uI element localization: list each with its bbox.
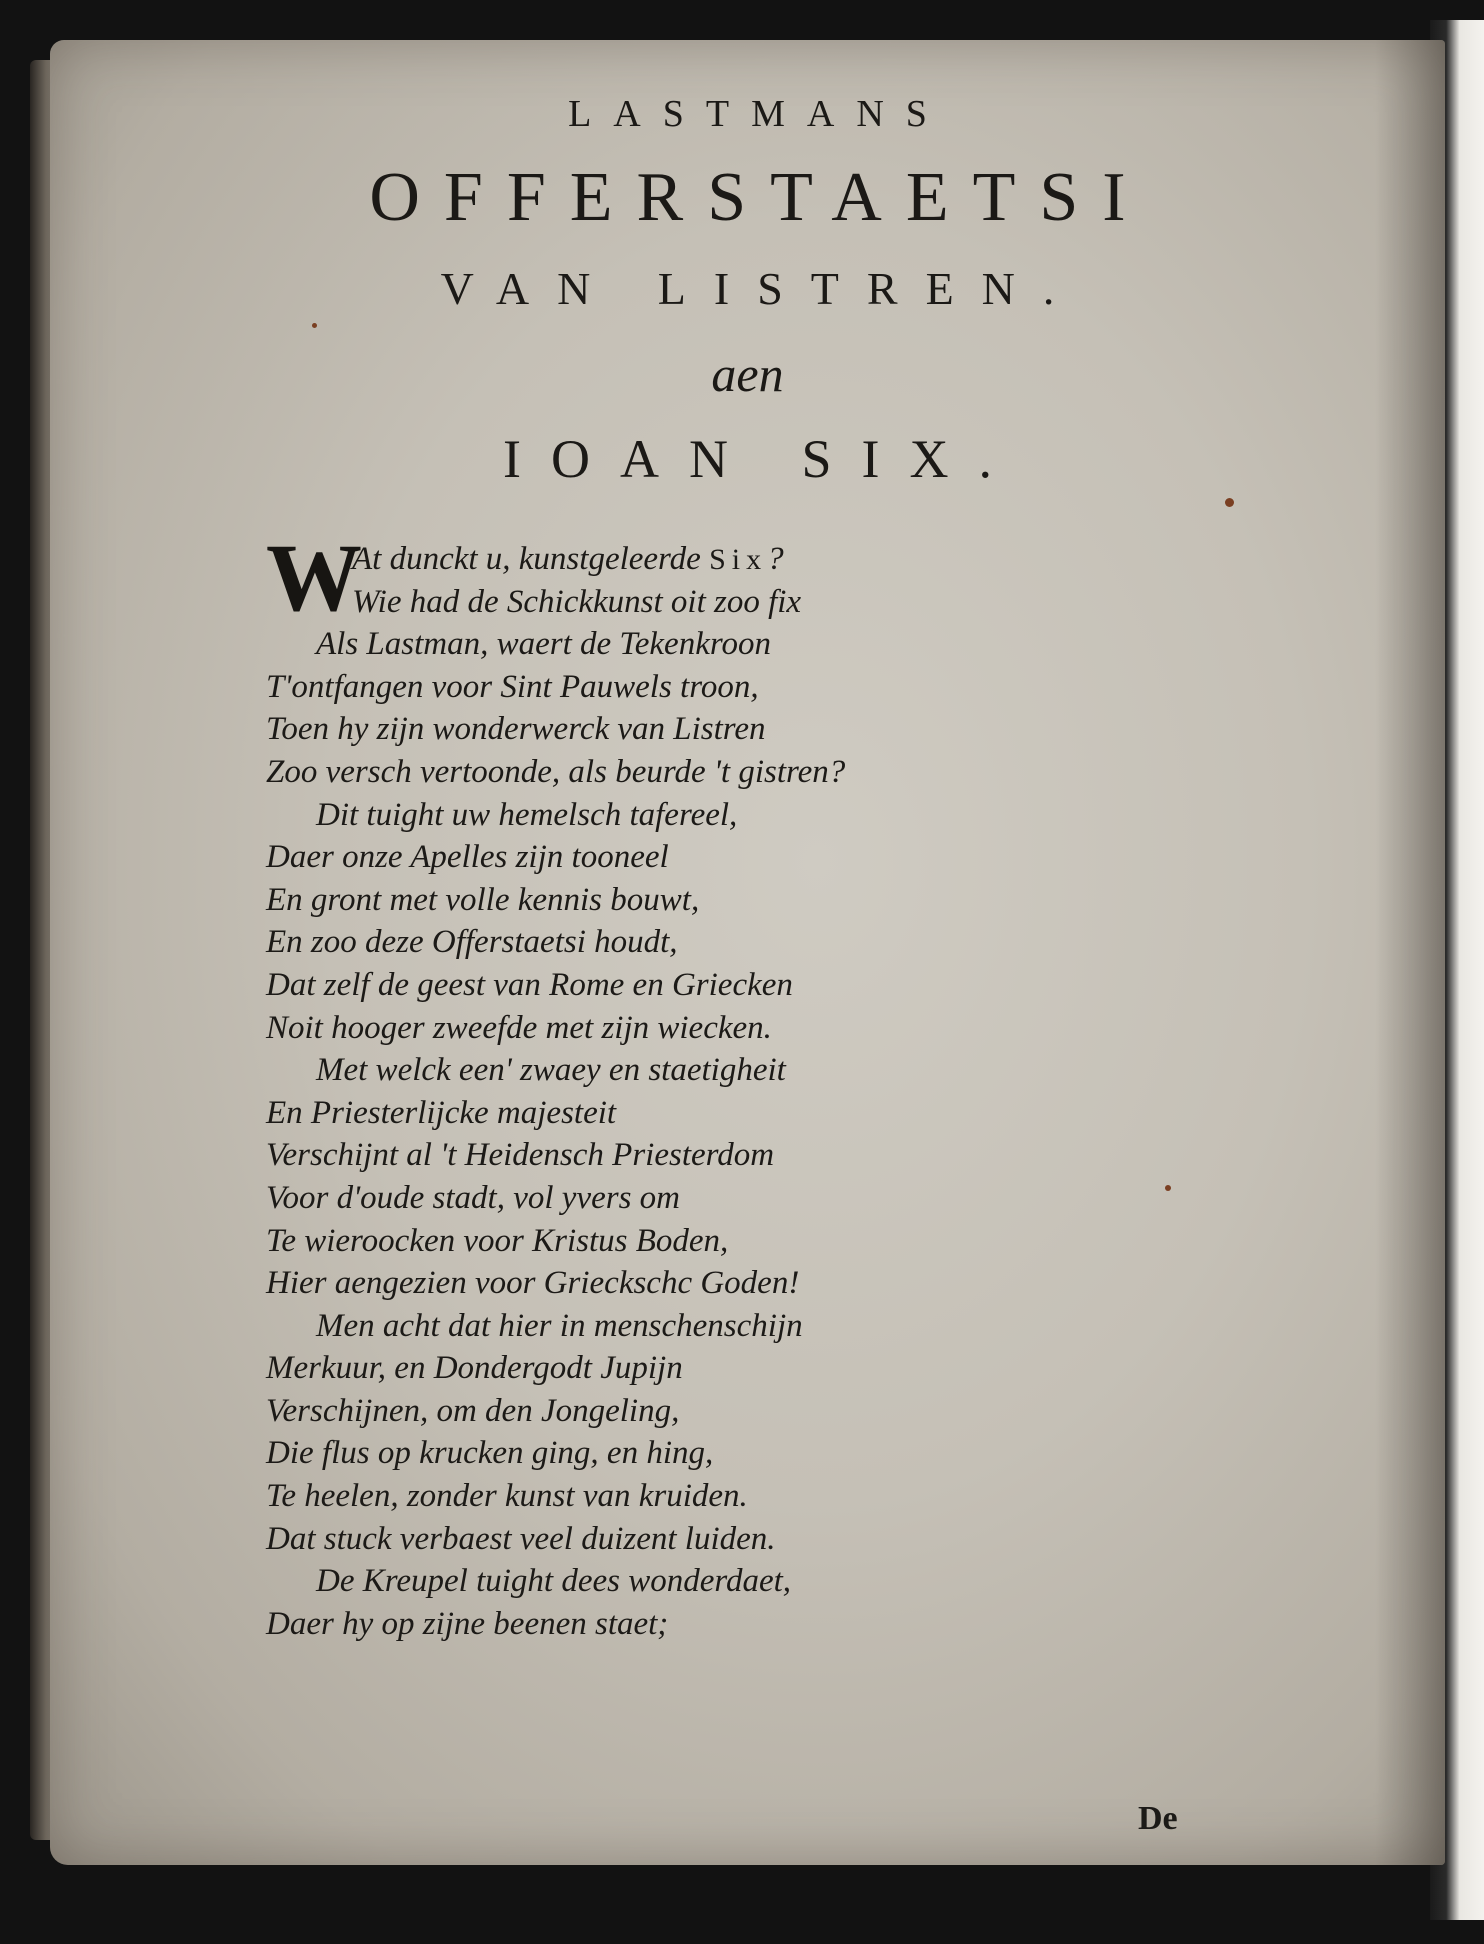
poem-line: Verschijnen, om den Jongeling, xyxy=(266,1392,680,1429)
poem-line: Men acht dat hier in menschenschijn xyxy=(316,1307,803,1344)
foxing-spot xyxy=(312,323,317,328)
title-main: OFFERSTAETSI xyxy=(369,159,1150,236)
poem-line: Noit hooger zweefde met zijn wiecken. xyxy=(266,1009,772,1046)
poem-line: Dat stuck verbaest veel duizent luiden. xyxy=(266,1520,776,1557)
poem-line: Hier aengezien voor Grieckschc Goden! xyxy=(266,1265,800,1302)
poem-line: Die flus op krucken ging, en hing, xyxy=(266,1435,714,1472)
poem-line: Toen hy zijn wonderwerck van Listren xyxy=(266,711,766,748)
poem-line: Dit tuight uw hemelsch tafereel, xyxy=(316,796,738,833)
poem-body xyxy=(266,538,1166,1645)
poem-line: Merkuur, en Dondergodt Jupijn xyxy=(266,1350,683,1387)
title-dedicatee: IOAN SIX. xyxy=(503,429,1022,489)
poem-line: Zoo versch vertoonde, als beurde 't gistren? xyxy=(266,753,846,790)
poem-line: Met welck een' zwaey en staetigheit xyxy=(316,1052,786,1089)
poem-line: Dat zelf de geest van Rome en Griecken xyxy=(266,966,793,1003)
poem-line: T'ontfangen voor Sint Pauwels troon, xyxy=(266,668,759,705)
poem-line: Verschijnt al 't Heidensch Priesterdom xyxy=(266,1137,775,1174)
poem-line xyxy=(266,538,1166,581)
poem-line-punct: ? xyxy=(767,541,784,577)
poem-line: De Kreupel tuight dees wonderdaet, xyxy=(316,1563,792,1600)
foxing-spot xyxy=(1225,498,1234,507)
poem-line: Als Lastman, waert de Tekenkroon xyxy=(316,626,771,663)
poem-line: Voor d'oude stadt, vol yvers om xyxy=(266,1179,680,1216)
poem-line: Te heelen, zonder kunst van kruiden. xyxy=(266,1478,748,1515)
poem-line: Daer hy op zijne beenen staet; xyxy=(266,1605,669,1642)
poem-line: Wie had de Schickkunst oit zoo fix xyxy=(352,583,802,620)
title-place: VAN LISTREN. xyxy=(440,263,1083,314)
title-dedication-word: aen xyxy=(711,346,784,402)
poem-line: Te wieroocken voor Kristus Boden, xyxy=(266,1222,729,1259)
poem-line: Daer onze Apelles zijn tooneel xyxy=(266,839,669,876)
poem-line-text: At dunckt u, kunstgeleerde xyxy=(352,541,710,577)
poem-line: En Priesterlijcke majesteit xyxy=(266,1094,617,1131)
drop-cap: W xyxy=(266,524,362,631)
poem-line: En gront met volle kennis bouwt, xyxy=(266,881,700,918)
title-author: LASTMANS xyxy=(568,93,949,135)
poem-line: En zoo deze Offerstaetsi houdt, xyxy=(266,924,678,961)
catchword: De xyxy=(1138,1800,1178,1837)
poem-line-smallcaps: Six xyxy=(709,543,768,576)
